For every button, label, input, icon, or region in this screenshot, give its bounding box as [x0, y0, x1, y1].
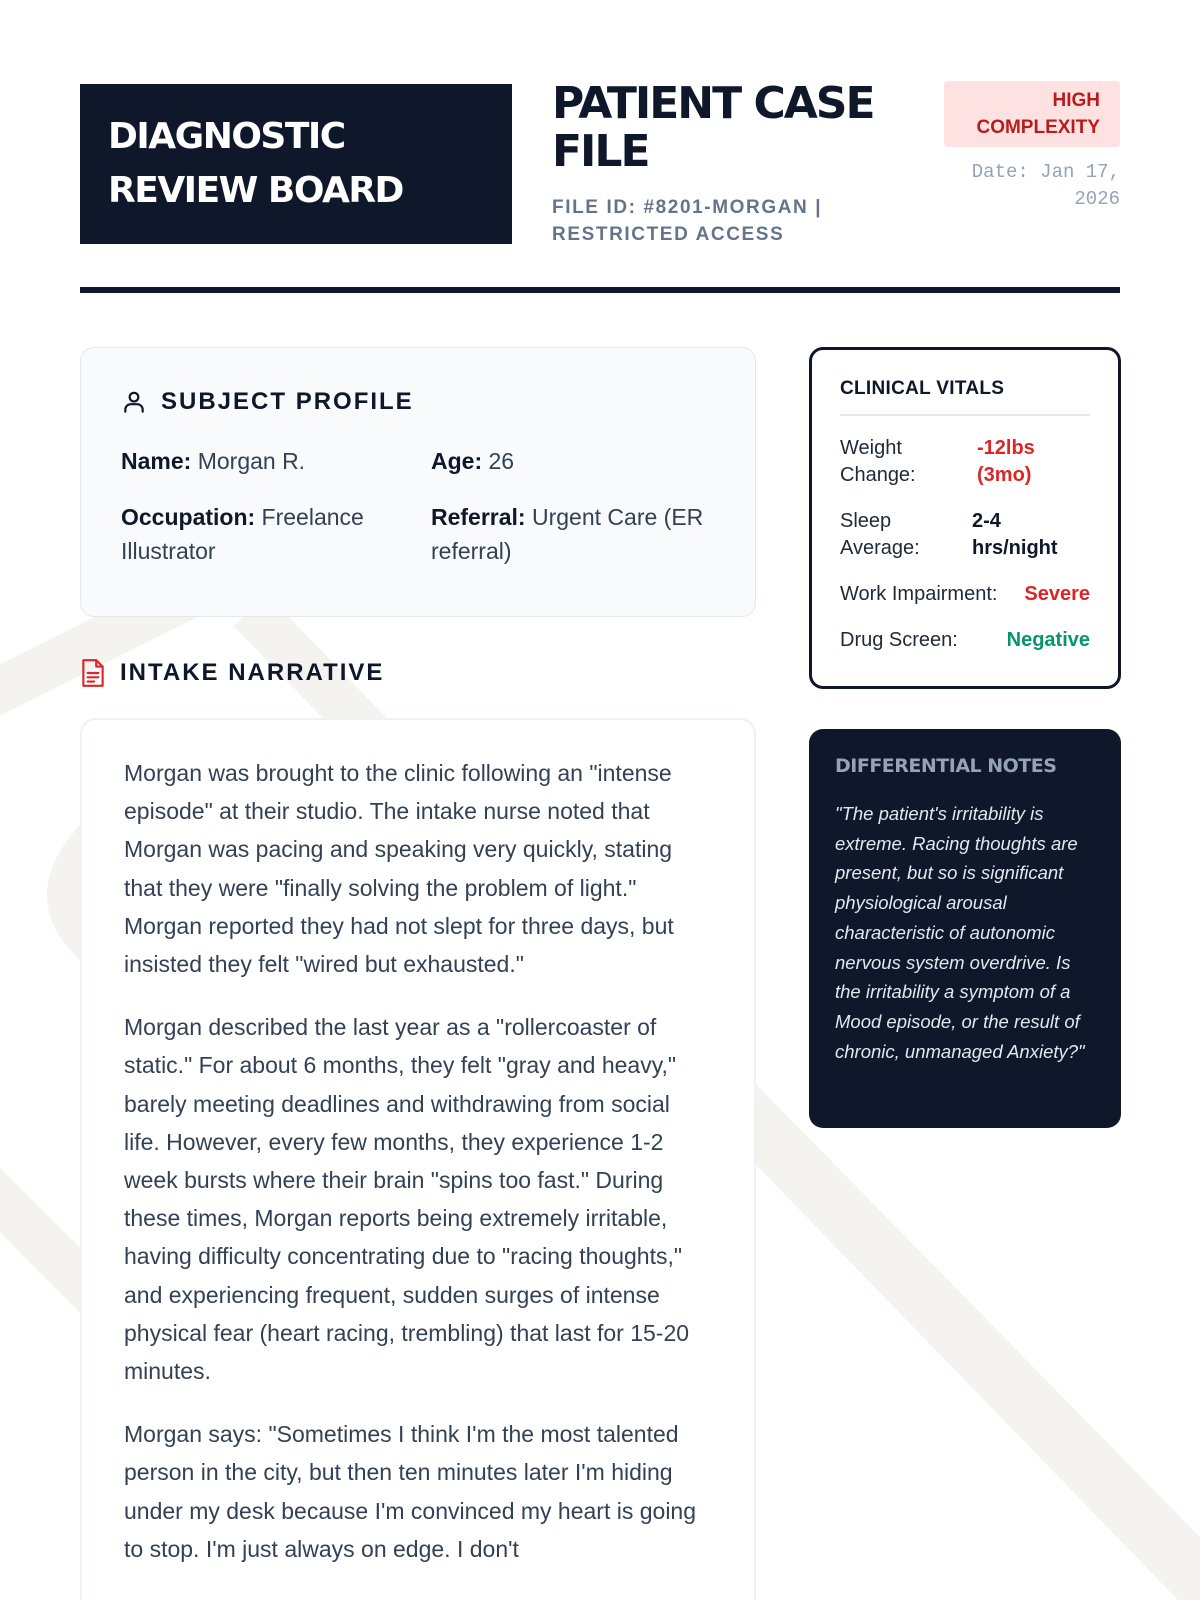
intake-narrative-card: [80, 718, 756, 1600]
differential-notes-body: "The patient's irritability is extreme. Racing thoughts are present, but so is significant physiological arousal characteristic of autonomic nervous system overdrive. Is the irritability a symptom of a Mood episode, or the result of chronic, unmanaged Anxiety?": [835, 803, 1085, 1062]
intake-narrative-header: [80, 658, 384, 688]
profile-referral: [431, 500, 731, 568]
vital-row-sleep: [840, 508, 1090, 562]
subject-profile-header: [121, 388, 715, 416]
brand-line-1: DIAGNOSTIC: [108, 116, 345, 157]
vital-row-work: [840, 581, 1090, 608]
narrative-paragraph: Morgan was brought to the clinic following an "intense episode" at their studio. The intake nurse noted that Morgan was pacing and speaking very quickly, stating that they were "finally solving the problem of light." Morgan reported they had not slept for three days, but insisted they felt "wired but exhausted.": [124, 760, 674, 978]
user-icon: [121, 389, 147, 415]
page-title-line-1: PATIENT CASE: [552, 78, 874, 129]
badge-line-1: HIGH: [1052, 90, 1100, 111]
intake-narrative-title: INTAKE NARRATIVE: [120, 659, 385, 686]
differential-notes-card: [809, 729, 1121, 1128]
profile-referral-label: Referral:: [431, 504, 526, 530]
vital-value: Negative: [1006, 629, 1090, 651]
vital-value: -12lbs (3mo): [977, 437, 1035, 486]
document-icon: [80, 658, 106, 688]
profile-occupation: [121, 500, 431, 568]
vital-label: Weight Change:: [840, 437, 916, 486]
header-divider: [80, 287, 1120, 293]
brand-line-2: REVIEW BOARD: [108, 170, 403, 211]
profile-age-value: 26: [482, 448, 515, 474]
vital-row-weight: [840, 435, 1090, 489]
profile-name-value: Morgan R.: [191, 448, 306, 474]
profile-occupation-label: Occupation:: [121, 504, 256, 530]
vital-value: 2-4 hrs/night: [972, 510, 1058, 559]
vital-value: Severe: [1024, 583, 1090, 605]
subject-profile-card: [80, 347, 756, 617]
clinical-vitals-card: [809, 347, 1121, 689]
profile-age-label: Age:: [431, 448, 483, 474]
brand-block: [80, 84, 512, 244]
narrative-paragraph: Morgan says: "Sometimes I think I'm the most talented person in the city, but then ten minutes later I'm hiding under my desk because I'm convinced my heart is going to stop. I'm just always on edge. I don't: [124, 1421, 697, 1562]
complexity-badge: [944, 81, 1120, 147]
differential-notes-title: DIFFERENTIAL NOTES: [835, 755, 1057, 777]
vital-label: Sleep Average:: [840, 510, 920, 559]
file-id: FILE ID: #8201-MORGAN | RESTRICTED ACCESS: [552, 197, 823, 245]
profile-occupation-value: Freelance Illustrator: [121, 504, 364, 564]
clinical-vitals-title: CLINICAL VITALS: [840, 378, 1090, 416]
narrative-paragraph: Morgan described the last year as a "rollercoaster of static." For about 6 months, they felt "gray and heavy," barely meeting deadlines and withdrawing from social life. However, every few months, they experience 1-2 week bursts where their brain "spins too fast." During these times, Morgan reports being extremely irritable, having difficulty concentrating due to "racing thoughts," and experiencing frequent, sudden surges of intense physical fear (heart racing, trembling) that last for 15-20 minutes.: [124, 1014, 690, 1385]
profile-name: [121, 444, 431, 478]
profile-referral-value: Urgent Care (ER referral): [431, 504, 704, 564]
vital-label: Drug Screen:: [840, 629, 958, 651]
profile-grid: [121, 444, 715, 568]
page-title-line-2: FILE: [552, 126, 649, 177]
profile-name-label: Name:: [121, 448, 192, 474]
file-date: Date: Jan 17, 2026: [971, 161, 1120, 210]
profile-age: [431, 444, 731, 478]
vital-label: Work Impairment:: [840, 583, 998, 605]
title-block: [552, 80, 922, 248]
vital-row-drug: [840, 627, 1090, 654]
subject-profile-title: SUBJECT PROFILE: [161, 388, 414, 415]
badge-line-2: COMPLEXITY: [976, 117, 1100, 138]
